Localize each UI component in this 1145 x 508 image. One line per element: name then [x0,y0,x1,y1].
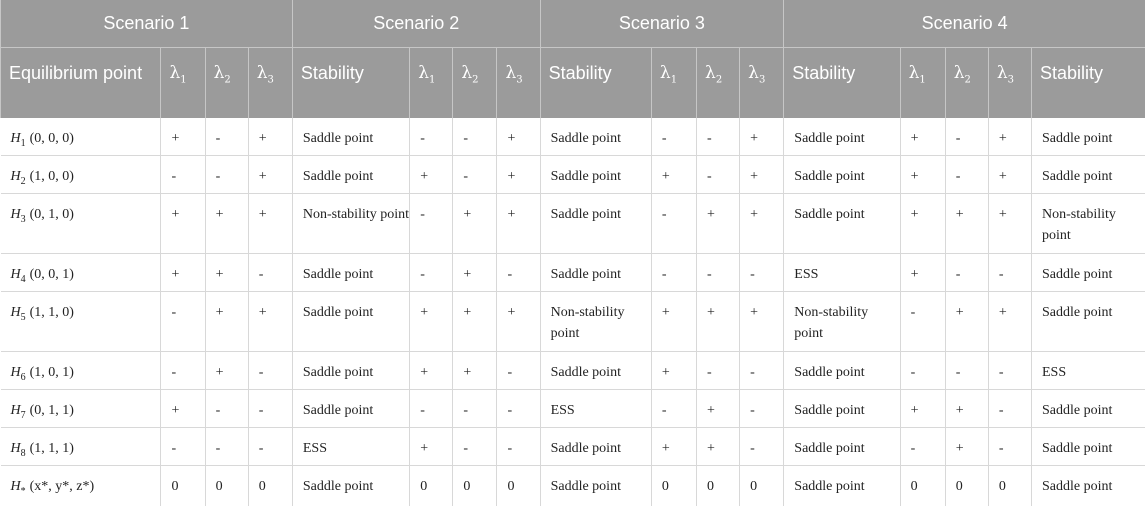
stability-cell-s2: Saddle point [540,428,651,466]
point-index: 3 [20,213,26,225]
stability-cell-s4: Saddle point [1032,118,1145,156]
lambda-1-sign-s4: + [900,254,945,292]
lambda-3-header-s2 [497,48,540,118]
lambda-3-sign-s1: + [248,292,292,352]
stability-cell-s3: Non-stability point [784,292,900,352]
equilibrium-point-cell [1,254,161,292]
lambda-2-header-s3 [697,48,740,118]
equilibrium-point-cell [1,118,161,156]
lambda-index: 3 [1007,74,1015,86]
stability-cell-s2: Saddle point [540,466,651,506]
point-symbol: H [10,479,21,494]
lambda-2-header-s2 [453,48,497,118]
stability-cell-s4: Saddle point [1032,254,1145,292]
point-index: 8 [20,447,26,459]
stability-cell-s1: Saddle point [292,118,409,156]
lambda-symbol: λ [461,63,473,83]
lambda-1-sign-s1: + [161,118,205,156]
table-row [1,428,1145,466]
point-index: 5 [20,311,26,323]
lambda-index: 2 [715,74,723,86]
lambda-index: 3 [758,74,766,86]
lambda-1-sign-s3: + [651,428,696,466]
equilibrium-point-cell [1,466,161,506]
stability-cell-s2: ESS [540,390,651,428]
lambda-1-sign-s2: - [410,194,453,254]
lambda-1-sign-s4: + [900,194,945,254]
lambda-index: 3 [267,74,274,86]
table-row [1,466,1145,506]
lambda-1-sign-s4: - [900,292,945,352]
lambda-1-sign-s1: - [161,292,205,352]
lambda-1-sign-s4: + [900,390,945,428]
lambda-2-sign-s1: + [205,254,248,292]
point-coordinates: (1, 0, 0) [29,169,74,184]
lambda-1-header-s1 [161,48,205,118]
lambda-2-sign-s2: + [453,194,497,254]
stability-cell-s3: Saddle point [784,194,900,254]
lambda-1-sign-s3: - [651,254,696,292]
lambda-1-sign-s4: 0 [900,466,945,506]
stability-cell-s1: Saddle point [292,292,409,352]
lambda-3-sign-s2: - [497,352,540,390]
stability-header-s4: Stability [1032,48,1145,118]
lambda-3-sign-s2: + [497,194,540,254]
lambda-2-sign-s4: - [945,352,988,390]
lambda-2-sign-s3: - [697,352,740,390]
lambda-3-header-s1 [248,48,292,118]
lambda-1-sign-s4: - [900,428,945,466]
lambda-symbol: λ [418,63,429,83]
table-row [1,352,1145,390]
stability-cell-s4: Non-stability point [1032,194,1145,254]
table-row [1,118,1145,156]
lambda-symbol: λ [996,63,1008,83]
lambda-1-sign-s4: + [900,118,945,156]
stability-cell-s3: Saddle point [784,156,900,194]
lambda-2-sign-s1: - [205,156,248,194]
stability-cell-s3: Saddle point [784,390,900,428]
point-index: 4 [20,273,26,285]
lambda-2-sign-s1: + [205,352,248,390]
lambda-2-sign-s3: + [697,194,740,254]
scenario-4-header: Scenario 4 [784,0,1145,48]
stability-cell-s4: Saddle point [1032,428,1145,466]
lambda-2-header-s1 [205,48,248,118]
point-index: 7 [20,409,26,421]
equilibrium-point-header: Equilibrium point [1,48,161,118]
point-coordinates: (1, 1, 1) [29,441,74,456]
lambda-3-sign-s4: + [988,292,1031,352]
lambda-2-sign-s2: + [453,352,497,390]
stability-cell-s2: Non-stability point [540,292,651,352]
lambda-3-sign-s4: + [988,156,1031,194]
scenario-1-header: Scenario 1 [1,0,293,48]
lambda-2-sign-s4: + [945,194,988,254]
lambda-3-sign-s4: 0 [988,466,1031,506]
lambda-1-header-s2 [410,48,453,118]
point-symbol: H [10,305,21,320]
lambda-2-header-s4 [945,48,988,118]
lambda-symbol: λ [705,63,716,83]
lambda-3-sign-s4: - [988,254,1031,292]
lambda-1-sign-s3: - [651,194,696,254]
equilibrium-point-cell [1,156,161,194]
lambda-symbol: λ [659,63,671,83]
stability-cell-s4: Saddle point [1032,466,1145,506]
lambda-1-sign-s3: - [651,118,696,156]
lambda-1-sign-s3: + [651,352,696,390]
stability-cell-s3: Saddle point [784,118,900,156]
lambda-2-sign-s3: - [697,118,740,156]
lambda-2-sign-s4: + [945,292,988,352]
lambda-index: 1 [180,74,187,86]
stability-cell-s3: ESS [784,254,900,292]
stability-cell-s2: Saddle point [540,254,651,292]
point-coordinates: (x*, y*, z*) [29,479,95,494]
point-symbol: H [10,169,21,184]
lambda-1-sign-s3: + [651,156,696,194]
lambda-3-sign-s2: + [497,156,540,194]
lambda-index: 1 [428,74,436,86]
stability-cell-s2: Saddle point [540,194,651,254]
point-symbol: H [10,403,21,418]
lambda-1-sign-s1: 0 [161,466,205,506]
equilibrium-point-cell [1,352,161,390]
lambda-symbol: λ [908,63,920,83]
stability-cell-s1: Non-stability point [292,194,409,254]
lambda-3-sign-s3: 0 [740,466,784,506]
lambda-2-sign-s4: - [945,254,988,292]
lambda-2-sign-s1: + [205,194,248,254]
lambda-1-sign-s3: 0 [651,466,696,506]
lambda-symbol: λ [256,63,268,83]
lambda-index: 3 [516,74,523,86]
lambda-2-sign-s4: - [945,156,988,194]
lambda-2-sign-s3: - [697,254,740,292]
point-symbol: H [10,441,21,456]
lambda-3-sign-s3: - [740,352,784,390]
lambda-1-sign-s2: + [410,352,453,390]
lambda-3-sign-s3: + [740,118,784,156]
point-symbol: H [10,207,21,222]
lambda-1-sign-s1: - [161,352,205,390]
lambda-1-sign-s4: - [900,352,945,390]
lambda-3-sign-s2: + [497,118,540,156]
stability-cell-s4: Saddle point [1032,292,1145,352]
lambda-3-sign-s1: - [248,352,292,390]
lambda-index: 1 [670,74,678,86]
lambda-1-header-s3 [651,48,696,118]
point-coordinates: (1, 1, 0) [29,305,74,320]
scenario-2-header: Scenario 2 [292,0,540,48]
lambda-2-sign-s1: - [205,390,248,428]
lambda-2-sign-s2: - [453,156,497,194]
lambda-3-sign-s1: + [248,156,292,194]
lambda-3-sign-s3: + [740,194,784,254]
stability-cell-s2: Saddle point [540,118,651,156]
table-row [1,292,1145,352]
equilibrium-point-cell [1,428,161,466]
lambda-3-sign-s1: - [248,390,292,428]
lambda-3-sign-s4: + [988,118,1031,156]
lambda-1-sign-s3: + [651,292,696,352]
lambda-3-sign-s2: 0 [497,466,540,506]
lambda-2-sign-s2: + [453,292,497,352]
lambda-index: 2 [472,74,479,86]
lambda-3-sign-s1: - [248,254,292,292]
lambda-2-sign-s3: + [697,390,740,428]
lambda-2-sign-s3: + [697,292,740,352]
lambda-2-sign-s3: + [697,428,740,466]
lambda-3-sign-s1: + [248,194,292,254]
lambda-1-sign-s2: - [410,390,453,428]
lambda-3-sign-s1: - [248,428,292,466]
lambda-2-sign-s4: 0 [945,466,988,506]
stability-cell-s3: Saddle point [784,428,900,466]
lambda-3-sign-s3: - [740,254,784,292]
lambda-1-sign-s4: + [900,156,945,194]
stability-cell-s4: ESS [1032,352,1145,390]
lambda-symbol: λ [748,63,759,83]
stability-cell-s1: Saddle point [292,466,409,506]
stability-cell-s2: Saddle point [540,156,651,194]
lambda-2-sign-s2: 0 [453,466,497,506]
lambda-1-header-s4 [900,48,945,118]
lambda-3-sign-s4: + [988,194,1031,254]
lambda-3-sign-s4: - [988,352,1031,390]
lambda-2-sign-s3: 0 [697,466,740,506]
lambda-symbol: λ [953,63,965,83]
lambda-3-sign-s3: - [740,428,784,466]
point-symbol: H [10,365,21,380]
lambda-symbol: λ [505,63,517,83]
lambda-2-sign-s1: - [205,118,248,156]
stability-cell-s4: Saddle point [1032,156,1145,194]
stability-header-s2: Stability [540,48,651,118]
stability-cell-s2: Saddle point [540,352,651,390]
point-index: 6 [20,371,26,383]
stability-header-s3: Stability [784,48,900,118]
stability-cell-s1: ESS [292,428,409,466]
point-coordinates: (1, 0, 1) [29,365,74,380]
lambda-2-sign-s1: 0 [205,466,248,506]
lambda-3-sign-s1: + [248,118,292,156]
lambda-1-sign-s2: + [410,428,453,466]
lambda-1-sign-s2: - [410,118,453,156]
lambda-1-sign-s2: 0 [410,466,453,506]
lambda-1-sign-s2: + [410,292,453,352]
stability-cell-s1: Saddle point [292,352,409,390]
lambda-3-sign-s2: - [497,428,540,466]
lambda-2-sign-s1: + [205,292,248,352]
point-index: 2 [20,175,26,187]
lambda-3-header-s4 [988,48,1031,118]
point-symbol: H [10,130,21,146]
equilibrium-point-cell [1,390,161,428]
lambda-2-sign-s4: + [945,390,988,428]
lambda-3-sign-s2: - [497,254,540,292]
lambda-3-header-s3 [740,48,784,118]
lambda-2-sign-s4: - [945,118,988,156]
lambda-2-sign-s2: - [453,428,497,466]
point-coordinates: (0, 0, 1) [29,267,74,282]
equilibrium-point-cell [1,292,161,352]
lambda-3-sign-s4: - [988,390,1031,428]
point-coordinates: (0, 0, 0) [29,130,74,146]
table-row [1,194,1145,254]
stability-cell-s1: Saddle point [292,390,409,428]
table-row [1,254,1145,292]
stability-cell-s1: Saddle point [292,254,409,292]
lambda-index: 2 [224,74,231,86]
lambda-1-sign-s1: - [161,156,205,194]
lambda-2-sign-s3: - [697,156,740,194]
scenario-3-header: Scenario 3 [540,0,784,48]
lambda-3-sign-s3: - [740,390,784,428]
stability-cell-s3: Saddle point [784,352,900,390]
lambda-index: 2 [964,74,971,86]
table-row [1,390,1145,428]
stability-cell-s4: Saddle point [1032,390,1145,428]
lambda-1-sign-s3: - [651,390,696,428]
table-row [1,156,1145,194]
lambda-2-sign-s2: + [453,254,497,292]
point-coordinates: (0, 1, 0) [29,207,74,222]
stability-cell-s1: Saddle point [292,156,409,194]
stability-cell-s3: Saddle point [784,466,900,506]
lambda-2-sign-s1: - [205,428,248,466]
point-symbol: H [10,267,21,282]
lambda-symbol: λ [169,63,181,83]
lambda-1-sign-s2: - [410,254,453,292]
lambda-2-sign-s4: + [945,428,988,466]
lambda-3-sign-s4: - [988,428,1031,466]
lambda-index: 1 [919,74,926,86]
lambda-symbol: λ [213,63,225,83]
lambda-2-sign-s2: - [453,118,497,156]
lambda-3-sign-s2: + [497,292,540,352]
point-coordinates: (0, 1, 1) [29,403,74,418]
lambda-1-sign-s1: + [161,390,205,428]
lambda-1-sign-s2: + [410,156,453,194]
lambda-3-sign-s1: 0 [248,466,292,506]
point-index: * [20,485,26,497]
point-index: 1 [20,137,26,149]
lambda-3-sign-s3: + [740,156,784,194]
lambda-3-sign-s3: + [740,292,784,352]
lambda-2-sign-s2: - [453,390,497,428]
equilibrium-point-cell [1,194,161,254]
lambda-1-sign-s1: + [161,254,205,292]
lambda-1-sign-s1: - [161,428,205,466]
stability-header-s1: Stability [292,48,409,118]
lambda-3-sign-s2: - [497,390,540,428]
lambda-1-sign-s1: + [161,194,205,254]
